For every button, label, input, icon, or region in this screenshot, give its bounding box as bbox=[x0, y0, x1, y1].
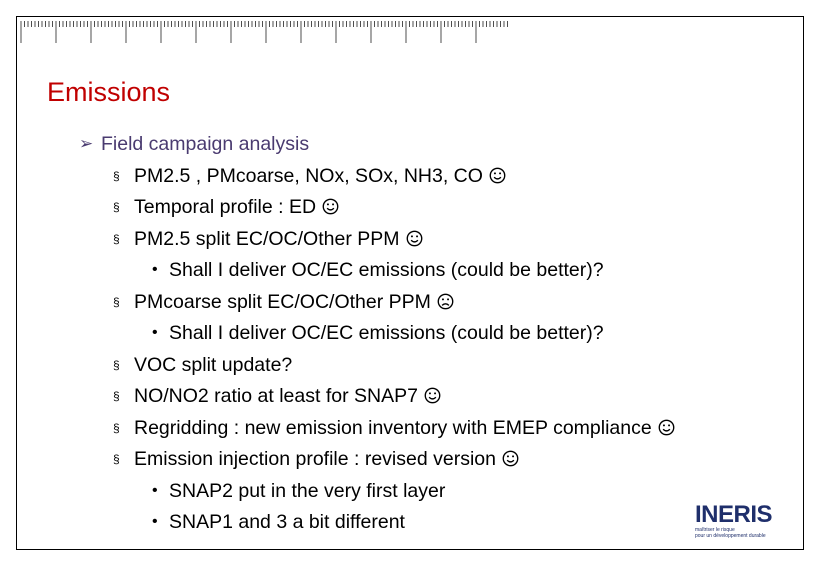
bullet-text: Shall I deliver OC/EC emissions (could be better)? bbox=[169, 322, 604, 344]
bullet-text: SNAP2 put in the very first layer bbox=[169, 479, 446, 502]
bullet-text: Temporal profile : ED bbox=[134, 196, 317, 218]
bullet-text: Shall I deliver OC/EC emissions (could be better)? bbox=[169, 259, 604, 281]
bullet-item bbox=[169, 321, 604, 345]
bullet-item bbox=[134, 416, 675, 440]
frowny-face-icon bbox=[437, 293, 454, 310]
smiley-face-icon bbox=[489, 167, 506, 184]
bullet-text: VOC split update? bbox=[134, 353, 293, 376]
logo-tagline-2: pour un développement durable bbox=[695, 533, 766, 539]
section-bullet-icon: § bbox=[113, 200, 120, 214]
bullet-text: Emission injection profile : revised version bbox=[134, 448, 496, 470]
bullet-item bbox=[169, 510, 405, 534]
section-bullet-icon: § bbox=[113, 389, 120, 403]
bullet-item bbox=[134, 353, 292, 377]
section-bullet-icon: § bbox=[113, 452, 120, 466]
bullet-text: PM2.5 , PMcoarse, NOx, SOx, NH3, CO bbox=[134, 164, 483, 187]
bullet-item bbox=[134, 195, 339, 219]
bullet-item bbox=[134, 290, 454, 314]
slide-title: Emissions bbox=[47, 77, 171, 107]
bullet-item bbox=[134, 164, 506, 188]
smiley-face-icon bbox=[322, 198, 339, 215]
dot-bullet-icon: • bbox=[152, 481, 158, 499]
smiley-face-icon bbox=[424, 387, 441, 404]
bullet-text: PM2.5 split EC/OC/Other PPM bbox=[134, 227, 400, 250]
section-bullet-icon: § bbox=[113, 420, 120, 435]
dot-bullet-icon: • bbox=[152, 513, 158, 530]
ineris-logo bbox=[695, 503, 791, 543]
slide bbox=[16, 16, 804, 550]
bullet-item bbox=[134, 384, 441, 408]
bullet-item bbox=[169, 258, 604, 282]
bullet-text: NO/NO2 ratio at least for SNAP7 bbox=[134, 385, 418, 407]
smiley-face-icon bbox=[658, 419, 675, 436]
logo-wordmark: INERIS bbox=[695, 501, 773, 528]
section-bullet-icon: § bbox=[113, 231, 120, 246]
section-bullet-icon: § bbox=[113, 168, 120, 183]
arrow-bullet-icon: ➢ bbox=[79, 134, 94, 153]
bullet-text: Field campaign analysis bbox=[101, 133, 310, 155]
section-bullet-icon: § bbox=[113, 294, 120, 309]
bullet-text: PMcoarse split EC/OC/Other PPM bbox=[134, 290, 431, 313]
bullet-item bbox=[101, 132, 309, 156]
logo-tagline-1: maîtriser le risque bbox=[695, 527, 735, 533]
bullet-item bbox=[134, 447, 519, 471]
section-bullet-icon: § bbox=[113, 357, 120, 372]
dot-bullet-icon: • bbox=[152, 261, 158, 278]
bullet-text: SNAP1 and 3 a bit different bbox=[169, 511, 405, 533]
bullet-item bbox=[134, 227, 423, 251]
dot-bullet-icon: • bbox=[152, 324, 158, 341]
bullet-text: Regridding : new emission inventory with EMEP compliance bbox=[134, 416, 652, 439]
smiley-face-icon bbox=[502, 450, 519, 467]
smiley-face-icon bbox=[406, 230, 423, 247]
bullet-item bbox=[169, 479, 445, 503]
bullet-list bbox=[17, 17, 803, 549]
